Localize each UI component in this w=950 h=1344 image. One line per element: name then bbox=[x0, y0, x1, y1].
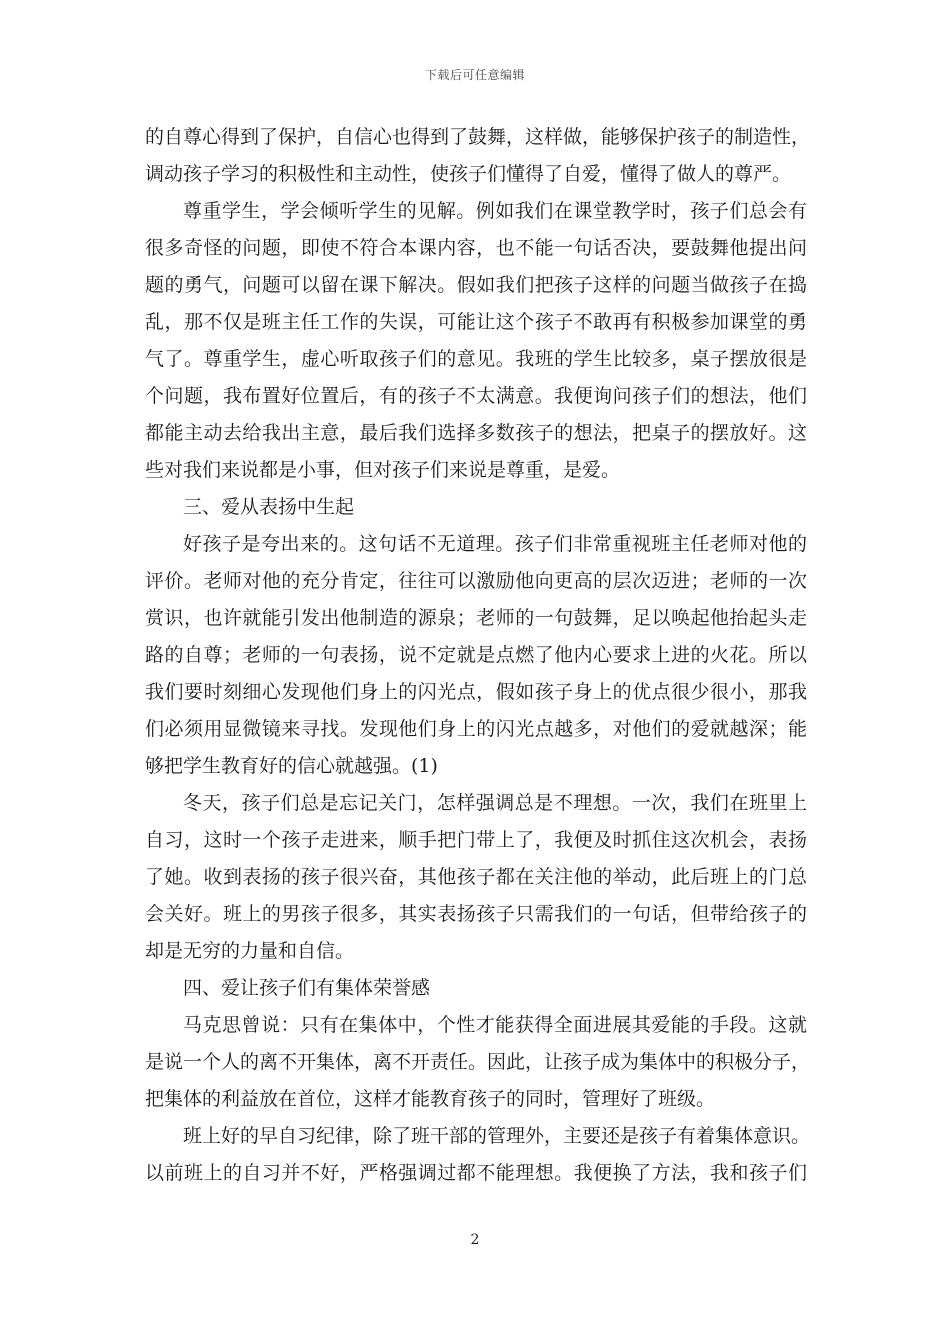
text-line: 三、爱从表扬中生起 bbox=[183, 496, 355, 518]
text-line: 调动孩子学习的积极性和主动性，使孩子们懂得了自爱，懂得了做人的尊严。 bbox=[145, 163, 792, 185]
text-line: 够把学生教育好的信心就越强。(1) bbox=[145, 755, 438, 777]
text-line: 很多奇怪的问题，即使不符合本课内容，也不能一句话否决，要鼓舞他提出问 bbox=[145, 237, 807, 259]
document-body bbox=[145, 119, 811, 1192]
text-line: 尊重学生，学会倾听学生的见解。例如我们在课堂教学时，孩子们总会有 bbox=[183, 200, 807, 222]
page-header: 下载后可任意编辑 bbox=[424, 68, 525, 82]
text-line: 冬天，孩子们总是忘记关门，怎样强调总是不理想。一次，我们在班里上 bbox=[183, 792, 807, 814]
text-line: 气了。尊重学生，虚心听取孩子们的意见。我班的学生比较多，桌子摆放很是 bbox=[145, 348, 807, 370]
text-line: 们必须用显微镜来寻找。发现他们身上的闪光点越多，对他们的爱就越深；能 bbox=[145, 718, 807, 740]
text-line: 自习，这时一个孩子走进来，顺手把门带上了，我便及时抓住这次机会，表扬 bbox=[145, 829, 807, 851]
text-line: 赏识，也许就能引发出他制造的源泉；老师的一句鼓舞，足以唤起他抬起头走 bbox=[145, 607, 807, 629]
text-line: 我们要时刻细心发现他们身上的闪光点，假如孩子身上的优点很少很小，那我 bbox=[145, 681, 807, 703]
text-line: 好孩子是夸出来的。这句话不无道理。孩子们非常重视班主任老师对他的 bbox=[183, 533, 807, 555]
text-line: 都能主动去给我出主意，最后我们选择多数孩子的想法，把桌子的摆放好。这 bbox=[145, 422, 807, 444]
text-line: 班上好的早自习纪律，除了班干部的管理外，主要还是孩子有着集体意识。 bbox=[183, 1125, 811, 1147]
text-line: 个问题，我布置好位置后，有的孩子不太满意。我便询问孩子们的想法，他们 bbox=[145, 385, 807, 407]
text-line: 的自尊心得到了保护，自信心也得到了鼓舞，这样做，能够保护孩子的制造性， bbox=[145, 126, 811, 148]
page-number: 2 bbox=[470, 1232, 480, 1248]
text-line: 是说一个人的离不开集体，离不开责任。因此，让孩子成为集体中的积极分子， bbox=[145, 1051, 811, 1073]
text-line: 题的勇气，问题可以留在课下解决。假如我们把孩子这样的问题当做孩子在捣 bbox=[145, 274, 807, 296]
text-line: 却是无穷的力量和自信。 bbox=[145, 940, 355, 962]
text-line: 评价。老师对他的充分肯定，往往可以激励他向更高的层次迈进；老师的一次 bbox=[145, 570, 807, 592]
text-line: 些对我们来说都是小事，但对孩子们来说是尊重，是爱。 bbox=[145, 459, 621, 481]
text-line: 乱，那不仅是班主任工作的失误，可能让这个孩子不敢再有积极参加课堂的勇 bbox=[145, 311, 807, 333]
text-line: 四、爱让孩子们有集体荣誉感 bbox=[183, 977, 431, 999]
text-line: 会关好。班上的男孩子很多，其实表扬孩子只需我们的一句话，但带给孩子的 bbox=[145, 903, 807, 925]
text-line: 路的自尊；老师的一句表扬，说不定就是点燃了他内心要求上进的火花。所以 bbox=[145, 644, 807, 666]
text-line: 马克思曾说：只有在集体中，个性才能获得全面进展其爱能的手段。这就 bbox=[183, 1014, 807, 1036]
text-line: 以前班上的自习并不好，严格强调过都不能理想。我便换了方法，我和孩子们 bbox=[145, 1162, 807, 1184]
text-line: 了她。收到表扬的孩子很兴奋，其他孩子都在关注他的举动，此后班上的门总 bbox=[145, 866, 807, 888]
text-line: 把集体的利益放在首位，这样才能教育孩子的同时，管理好了班级。 bbox=[145, 1088, 716, 1110]
